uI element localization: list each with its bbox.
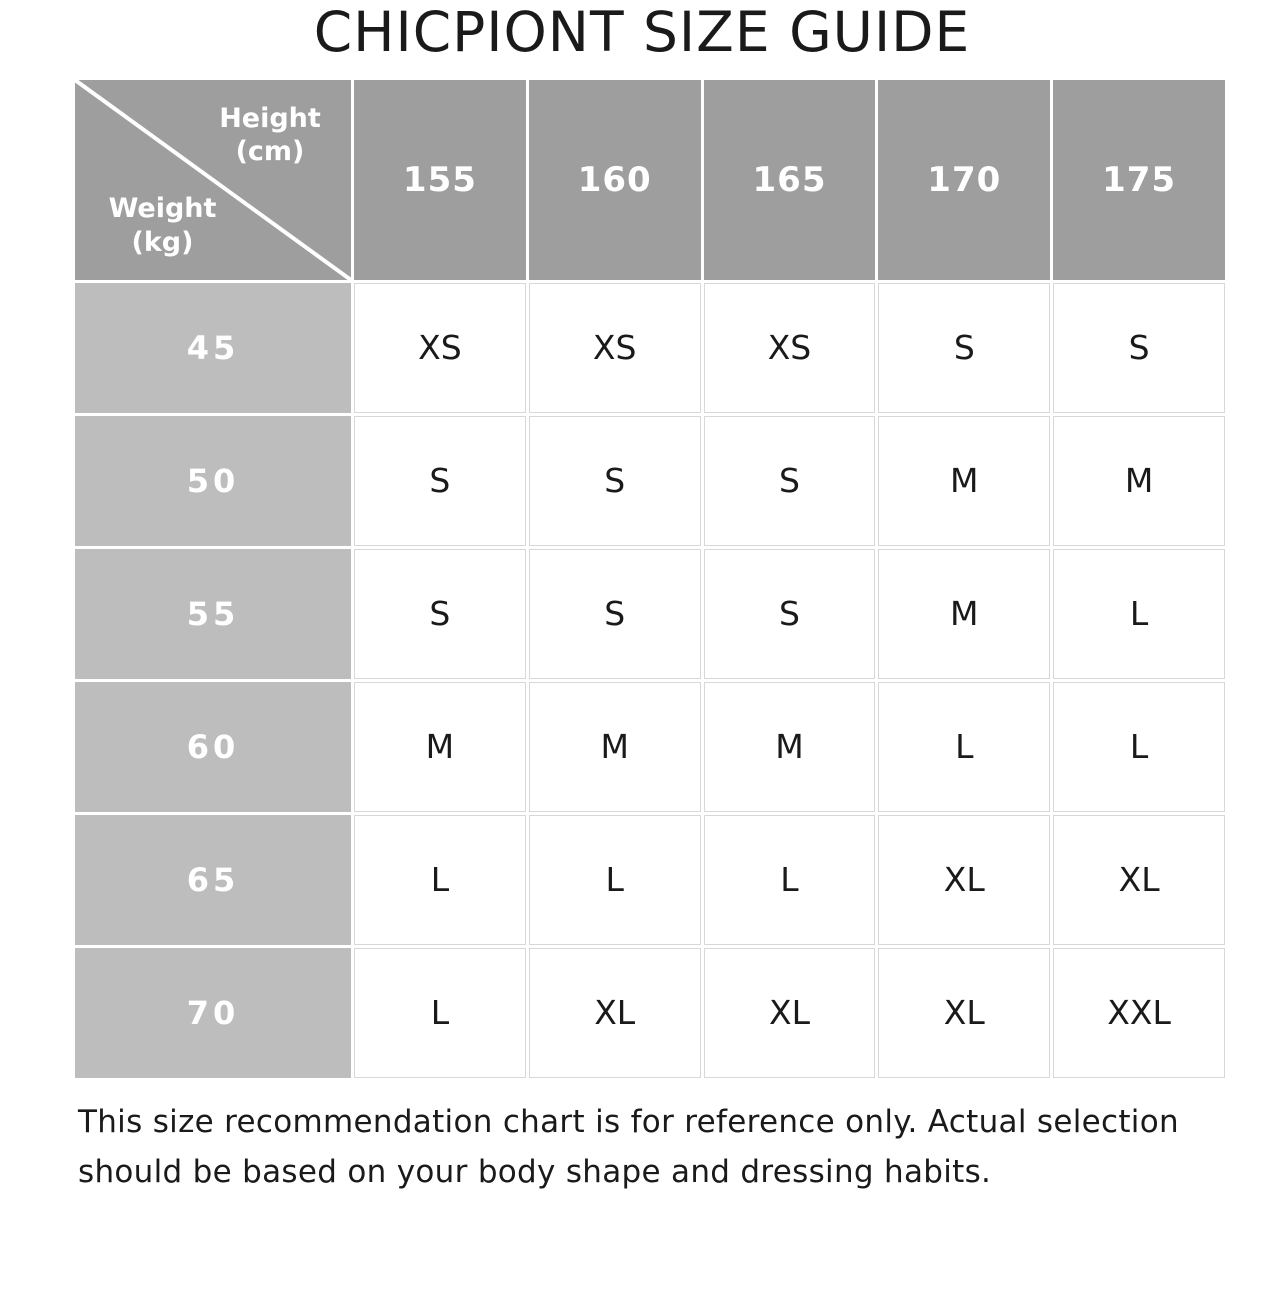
table-row xyxy=(75,815,1225,945)
size-cell: M xyxy=(878,416,1050,546)
table-row xyxy=(75,283,1225,413)
size-cell: XL xyxy=(1053,815,1225,945)
size-cell: L xyxy=(354,948,526,1078)
table-row xyxy=(75,682,1225,812)
size-cell: M xyxy=(704,682,876,812)
column-header-155: 155 xyxy=(354,80,526,280)
column-header-165: 165 xyxy=(704,80,876,280)
size-cell: L xyxy=(529,815,701,945)
size-cell: M xyxy=(878,549,1050,679)
size-cell: XL xyxy=(878,815,1050,945)
size-cell: L xyxy=(354,815,526,945)
size-cell: XL xyxy=(704,948,876,1078)
table-corner-cell xyxy=(75,80,351,280)
size-cell: S xyxy=(529,416,701,546)
size-cell: L xyxy=(704,815,876,945)
row-header-weight-60: 60 xyxy=(75,682,351,812)
size-cell: M xyxy=(1053,416,1225,546)
size-cell: S xyxy=(354,549,526,679)
size-cell: S xyxy=(1053,283,1225,413)
size-cell: S xyxy=(354,416,526,546)
size-cell: L xyxy=(1053,549,1225,679)
size-cell: M xyxy=(354,682,526,812)
size-cell: L xyxy=(878,682,1050,812)
size-cell: XL xyxy=(529,948,701,1078)
table-row xyxy=(75,416,1225,546)
corner-weight-label: Weight (kg) xyxy=(108,193,217,258)
size-cell: S xyxy=(704,416,876,546)
size-cell: M xyxy=(529,682,701,812)
size-cell: S xyxy=(878,283,1050,413)
column-header-170: 170 xyxy=(878,80,1050,280)
size-table xyxy=(72,77,1228,1081)
size-cell: XL xyxy=(878,948,1050,1078)
size-cell: XS xyxy=(529,283,701,413)
corner-height-label: Height (cm) xyxy=(219,102,321,168)
size-table-container xyxy=(72,77,1212,1081)
table-row xyxy=(75,549,1225,679)
row-header-weight-65: 65 xyxy=(75,815,351,945)
size-cell: S xyxy=(704,549,876,679)
table-header-row xyxy=(75,80,1225,280)
column-header-160: 160 xyxy=(529,80,701,280)
row-header-weight-45: 45 xyxy=(75,283,351,413)
row-header-weight-55: 55 xyxy=(75,549,351,679)
size-cell: XS xyxy=(354,283,526,413)
size-cell: XXL xyxy=(1053,948,1225,1078)
column-header-175: 175 xyxy=(1053,80,1225,280)
row-header-weight-70: 70 xyxy=(75,948,351,1078)
size-table-body xyxy=(75,80,1225,1078)
row-header-weight-50: 50 xyxy=(75,416,351,546)
size-cell: S xyxy=(529,549,701,679)
size-cell: XS xyxy=(704,283,876,413)
page-title: CHICPIONT SIZE GUIDE xyxy=(313,0,971,64)
size-cell: L xyxy=(1053,682,1225,812)
disclaimer-note: This size recommendation chart is for reference only. Actual selection should be based on your body shape and dressing habits. xyxy=(78,1103,1179,1190)
table-row xyxy=(75,948,1225,1078)
